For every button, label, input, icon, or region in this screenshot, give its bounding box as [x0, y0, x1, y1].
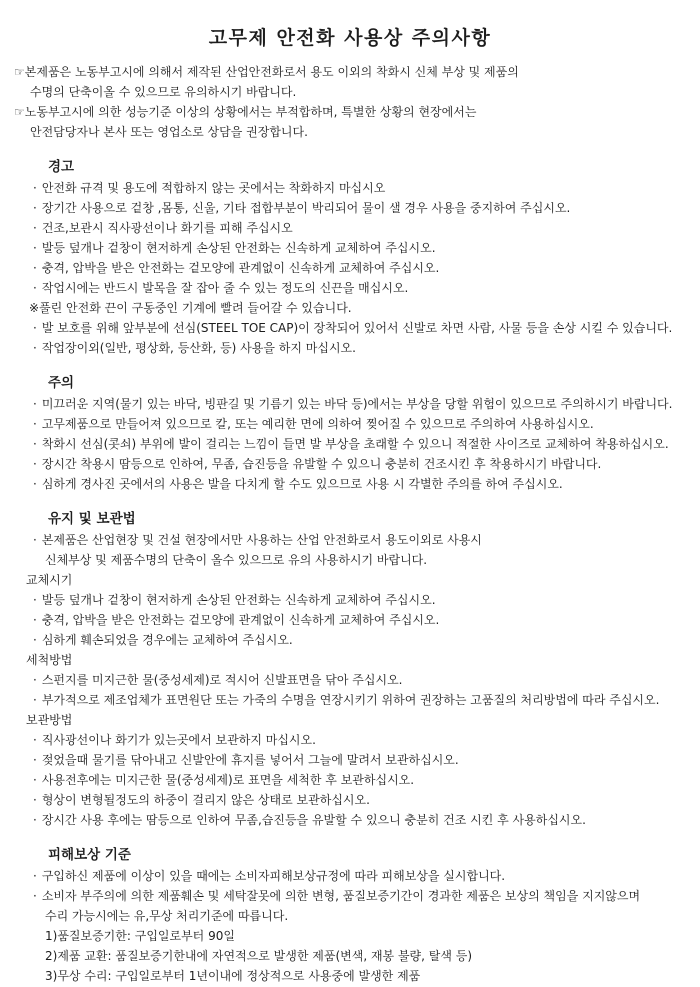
sub-heading	[0, 650, 700, 670]
sub-heading	[0, 570, 700, 590]
page-title: 고무제 안전화 사용상 주의사항	[208, 27, 492, 49]
text-line	[0, 122, 700, 142]
line-text: 안전담당자나 본사 또는 영업소로 상담을 권장합니다.	[30, 125, 308, 139]
text-line	[0, 610, 700, 630]
line-text: 신체부상 및 제품수명의 단축이 올수 있으므로 유의 사용하시기 바랍니다.	[45, 553, 428, 567]
line-text: 교체시기	[26, 573, 73, 587]
bullet-dot: ·	[33, 261, 37, 275]
line-text: 3)무상 수리: 구입일로부터 1년이내에 정상적으로 사용중에 발생한 제품	[45, 969, 421, 983]
text-line	[0, 102, 700, 122]
bullet-dot: ·	[33, 633, 37, 647]
text-line	[0, 338, 700, 358]
line-text: 1)품질보증기한: 구입일로부터 90일	[45, 929, 235, 943]
bullet-dot: ·	[33, 417, 37, 431]
section-heading: 유지 및 보관법	[48, 511, 136, 527]
line-text: 장시간 착용시 땀등으로 인하여, 무좀, 습진등을 유발할 수 있으니 충분히 건조시킨 후 착용하시기 바랍니다.	[41, 457, 602, 471]
pointing-hand-icon: ☞	[14, 105, 25, 119]
line-text: 장기간 사용으로 겉창 ,몸통, 신울, 기타 접합부분이 박리되어 물이 샐 경우 사용을 중지하여 주십시오.	[41, 201, 571, 215]
bullet-dot: ·	[33, 241, 37, 255]
text-line	[0, 414, 700, 434]
text-line	[0, 906, 700, 926]
text-line	[0, 750, 700, 770]
line-text: 건조,보관시 직사광선이나 화기를 피해 주십시오	[41, 221, 293, 235]
text-line	[0, 178, 700, 198]
text-line	[0, 590, 700, 610]
text-line	[0, 550, 700, 570]
bullet-dot: ·	[33, 753, 37, 767]
line-text: 소비자 부주의에 의한 제품훼손 및 세탁잘못에 의한 변형, 품질보증기간이 경과한 제품은 보상의 책임을 지지않으며	[41, 889, 641, 903]
bullet-dot: ·	[33, 693, 37, 707]
line-text: 발등 덮개나 겉창이 현저하게 손상된 안전화는 신속하게 교체하여 주십시오.	[41, 241, 436, 255]
line-text: 작업시에는 반드시 발목을 잘 잡아 줄 수 있는 정도의 신끈을 매십시오.	[41, 281, 409, 295]
line-text: 본제품은 산업현장 및 건설 현장에서만 사용하는 산업 안전화로서 용도이외로 사용시	[41, 533, 482, 547]
line-text: 수리 가능시에는 유,무상 처리기준에 따릅니다.	[45, 909, 289, 923]
line-text: 세척방법	[26, 653, 73, 667]
line-text: 작업장이외(일반, 평상화, 등산화, 등) 사용을 하지 마십시오.	[41, 341, 356, 355]
line-text: 발 보호를 위해 앞부분에 선심(STEEL TOE CAP)이 장착되어 있어서 신발로 차면 사람, 사물 등을 손상 시킬 수 있습니다.	[41, 321, 673, 335]
text-line	[0, 218, 700, 238]
bullet-dot: ·	[33, 397, 37, 411]
line-text: 부가적으로 제조업체가 표면원단 또는 가죽의 수명을 연장시키기 위하여 권장하는 고품질의 처리방법에 따라 주십시오.	[41, 693, 660, 707]
line-text: 풀린 안전화 끈이 구동중인 기계에 빨려 들어갈 수 있습니다.	[39, 301, 352, 315]
text-line	[0, 730, 700, 750]
line-text: 충격, 압박을 받은 안전화는 겉모양에 관계없이 신속하게 교체하여 주십시오.	[41, 261, 440, 275]
bullet-dot: ·	[33, 321, 37, 335]
bullet-dot: ·	[33, 437, 37, 451]
line-text: 보관방법	[26, 713, 73, 727]
text-line	[0, 298, 700, 318]
sections	[0, 156, 700, 986]
line-text: 본제품은 노동부고시에 의해서 제작된 산업안전화로서 용도 이외의 착화시 신체 부상 및 제품의	[24, 65, 519, 79]
reference-mark-icon: ※	[29, 301, 40, 315]
text-line	[0, 886, 700, 906]
bullet-dot: ·	[33, 793, 37, 807]
text-line	[0, 810, 700, 830]
text-line	[0, 82, 700, 102]
intro-block	[0, 62, 700, 142]
line-text: 장시간 사용 후에는 땀등으로 인하여 무좀,습진등을 유발할 수 있으니 충분히 건조 시킨 후 사용하십시오.	[41, 813, 586, 827]
line-text: 고무제품으로 만들어져 있으므로 칼, 또는 예리한 면에 의하여 찢어질 수 있으므로 주의하여 사용하십시오.	[41, 417, 594, 431]
section-heading: 주의	[48, 375, 75, 391]
text-line	[0, 454, 700, 474]
text-line	[0, 394, 700, 414]
text-line	[0, 238, 700, 258]
section-warning	[0, 156, 700, 358]
section-maintenance-storage	[0, 508, 700, 830]
line-text: 젖었을때 물기를 닦아내고 신발안에 휴지를 넣어서 그늘에 말려서 보관하십시오.	[41, 753, 459, 767]
line-text: 심하게 훼손되었을 경우에는 교체하여 주십시오.	[41, 633, 293, 647]
bullet-dot: ·	[33, 281, 37, 295]
pointing-hand-icon: ☞	[14, 65, 25, 79]
bullet-dot: ·	[33, 813, 37, 827]
line-text: 안전화 규격 및 용도에 적합하지 않는 곳에서는 착화하지 마십시오	[41, 181, 386, 195]
text-line	[0, 946, 700, 966]
text-line	[0, 62, 700, 82]
text-line	[0, 434, 700, 454]
bullet-dot: ·	[33, 869, 37, 883]
bullet-dot: ·	[33, 477, 37, 491]
text-line	[0, 318, 700, 338]
sub-heading	[0, 710, 700, 730]
line-text: 충격, 압박을 받은 안전화는 겉모양에 관계없이 신속하게 교체하여 주십시오.	[41, 613, 440, 627]
bullet-dot: ·	[33, 593, 37, 607]
line-text: 형상이 변형될정도의 하중이 걸리지 않은 상태로 보관하십시오.	[41, 793, 370, 807]
line-text: 스펀지를 미지근한 물(중성세제)로 적시어 신발표면을 닦아 주십시오.	[41, 673, 403, 687]
line-text: 사용전후에는 미지근한 물(중성세제)로 표면을 세척한 후 보관하십시오.	[41, 773, 415, 787]
text-line	[0, 198, 700, 218]
section-heading: 피해보상 기준	[48, 847, 131, 863]
line-text: 구입하신 제품에 이상이 있을 때에는 소비자피해보상규정에 따라 피해보상을 실시합니다.	[41, 869, 506, 883]
text-line	[0, 926, 700, 946]
text-line	[0, 474, 700, 494]
bullet-dot: ·	[33, 889, 37, 903]
line-text: 수명의 단축이올 수 있으므로 유의하시기 바랍니다.	[30, 85, 297, 99]
bullet-dot: ·	[33, 341, 37, 355]
text-line	[0, 770, 700, 790]
text-line	[0, 530, 700, 550]
line-text: 발등 덮개나 겉창이 현저하게 손상된 안전화는 신속하게 교체하여 주십시오.	[41, 593, 436, 607]
bullet-dot: ·	[33, 533, 37, 547]
text-line	[0, 790, 700, 810]
line-text: 미끄러운 지역(물기 있는 바닥, 빙판길 및 기름기 있는 바닥 등)에서는 부상을 당할 위험이 있으므로 주의하시기 바랍니다.	[41, 397, 673, 411]
bullet-dot: ·	[33, 201, 37, 215]
text-line	[0, 866, 700, 886]
line-text: 2)제품 교환: 품질보증기한내에 자연적으로 발생한 제품(변색, 재봉 불량, 탈색 등)	[45, 949, 473, 963]
text-line	[0, 670, 700, 690]
text-line	[0, 258, 700, 278]
line-text: 심하게 경사진 곳에서의 사용은 발을 다치게 할 수도 있으므로 사용 시 각별한 주의를 하여 주십시오.	[41, 477, 563, 491]
line-text: 직사광선이나 화기가 있는곳에서 보관하지 마십시오.	[41, 733, 316, 747]
bullet-dot: ·	[33, 733, 37, 747]
text-line	[0, 966, 700, 986]
section-caution	[0, 372, 700, 494]
text-line	[0, 278, 700, 298]
text-line	[0, 630, 700, 650]
bullet-dot: ·	[33, 673, 37, 687]
line-text: 착화시 선심(콧쇠) 부위에 발이 걸리는 느낌이 들면 발 부상을 초래할 수 있으니 적절한 사이즈로 교체하여 착용하십시오.	[41, 437, 669, 451]
bullet-dot: ·	[33, 773, 37, 787]
section-heading: 경고	[48, 159, 75, 175]
bullet-dot: ·	[33, 221, 37, 235]
text-line	[0, 690, 700, 710]
bullet-dot: ·	[33, 613, 37, 627]
bullet-dot: ·	[33, 181, 37, 195]
section-compensation	[0, 844, 700, 986]
line-text: 노동부고시에 의한 성능기준 이상의 상황에서는 부적합하며, 특별한 상황의 현장에서는	[24, 105, 477, 119]
bullet-dot: ·	[33, 457, 37, 471]
